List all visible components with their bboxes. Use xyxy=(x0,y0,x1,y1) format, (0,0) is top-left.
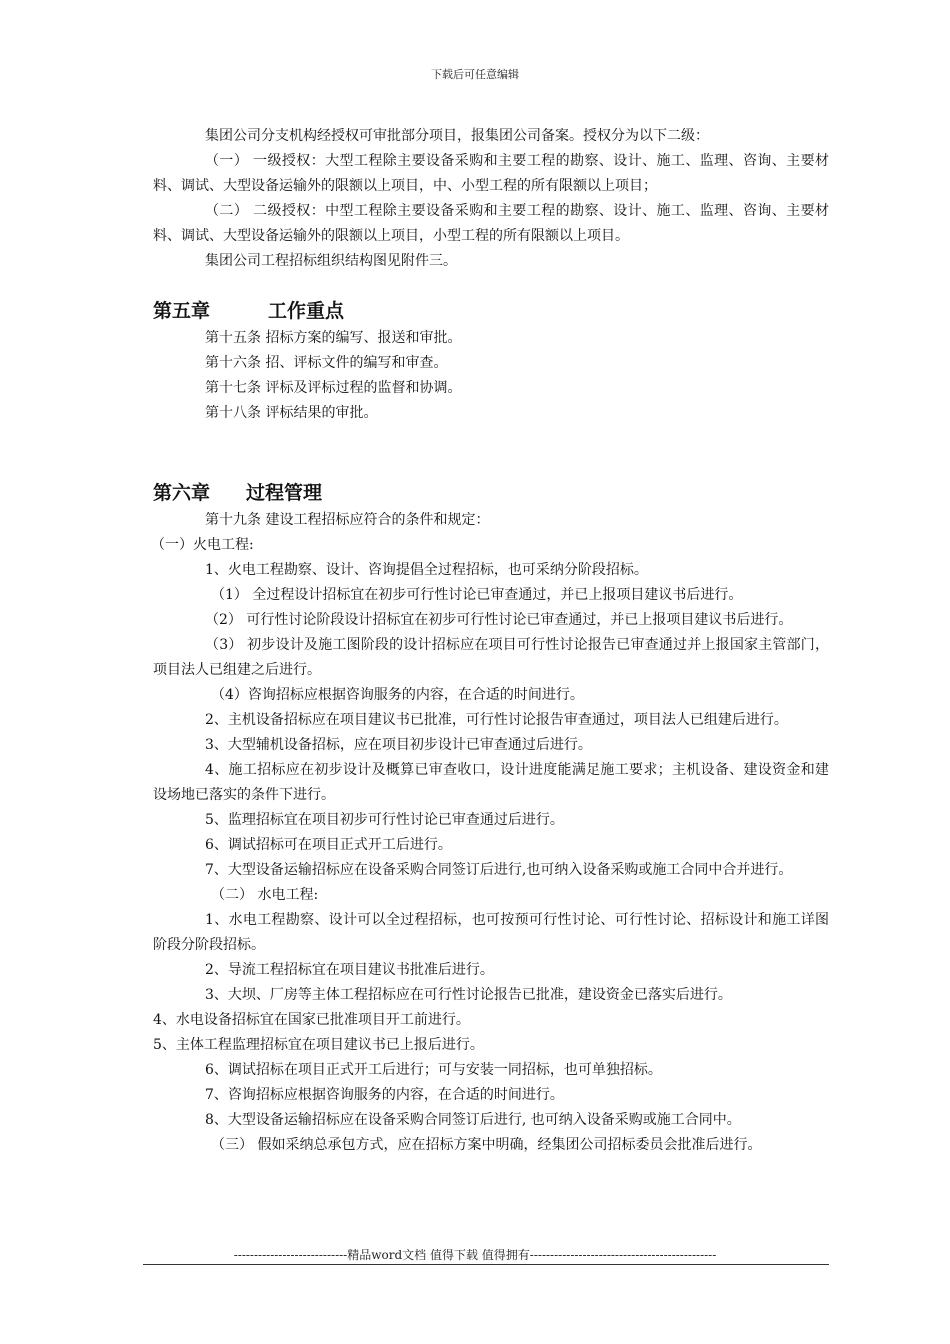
s2-item-5: 5、主体工程监理招标宜在项目建议书已上报后进行。 xyxy=(153,1037,484,1053)
s1-item-2: 2、主机设备招标应在项目建议书已批准，可行性讨论报告审查通过，项目法人已组建后进行。 xyxy=(205,712,788,728)
s1-item-5: 5、监理招标宜在项目初步可行性讨论已审查通过后进行。 xyxy=(205,812,564,828)
s2-item-8: 8、大型设备运输招标应在设备采购合同签订后进行, 也可纳入设备采购或施工合同中。 xyxy=(205,1112,741,1128)
chapter-6-heading xyxy=(153,478,829,508)
article-15: 第十五条 招标方案的编写、报送和审批。 xyxy=(205,330,462,346)
s1-sub-2: （2） 可行性讨论阶段设计招标宜在初步可行性讨论已审查通过，并已上报项目建议书后进行。 xyxy=(205,612,793,628)
s1-item-6: 6、调试招标可在项目正式开工后进行。 xyxy=(205,837,452,853)
footer-rule xyxy=(143,1264,829,1265)
chapter-5-number: 第五章 xyxy=(153,300,211,322)
s2-item-2: 2、导流工程招标宜在项目建议书批准后进行。 xyxy=(205,962,494,978)
s1-sub-1: （1） 全过程设计招标宜在初步可行性讨论已审查通过，并已上报项目建议书后进行。 xyxy=(211,587,743,603)
s1-item-7: 7、大型设备运输招标应在设备采购合同签订后进行,也可纳入设备采购或施工合同中合并进行。 xyxy=(205,862,793,878)
s1-item-4: 4、施工招标应在初步设计及概算已审查收口，设计进度能满足施工要求；主机设备、建设资金和建设场地已落实的条件下进行。 xyxy=(153,762,829,803)
article-17: 第十七条 评标及评标过程的监督和协调。 xyxy=(205,380,462,396)
s1-sub-3: （3） 初步设计及施工图阶段的设计招标应在项目可行性讨论报告已审查通过并上报国家主管部门，项目法人已组建之后进行。 xyxy=(153,637,829,678)
chapter-5-heading xyxy=(153,296,829,326)
s2-item-6: 6、调试招标在项目正式开工后进行；可与安装一同招标，也可单独招标。 xyxy=(205,1062,662,1078)
article-19: 第十九条 建设工程招标应符合的条件和规定： xyxy=(205,512,490,528)
authorization-level-2: （二） 二级授权：中型工程除主要设备采购和主要工程的勘察、设计、施工、监理、咨询、主要材料、调试、大型设备运输外的限额以上项目，小型工程的所有限额以上项目。 xyxy=(153,203,829,244)
s2-item-1: 1、水电工程勘察、设计可以全过程招标，也可按预可行性讨论、可行性讨论、招标设计和施工详图阶段分阶段招标。 xyxy=(153,912,829,953)
chapter-6-number: 第六章 xyxy=(153,482,211,504)
section-3: （三） 假如采纳总承包方式，应在招标方案中明确，经集团公司招标委员会批准后进行。 xyxy=(211,1137,762,1153)
section-2-title: （二） 水电工程: xyxy=(211,887,319,903)
chapter-6-title: 过程管理 xyxy=(246,482,323,504)
s2-item-7: 7、咨询招标应根据咨询服务的内容，在合适的时间进行。 xyxy=(205,1087,564,1103)
authorization-level-1: （一） 一级授权：大型工程除主要设备采购和主要工程的勘察、设计、施工、监理、咨询、主要材料、调试、大型设备运输外的限额以上项目，中、小型工程的所有限额以上项目； xyxy=(153,153,829,194)
page-header: 下载后可任意编辑 xyxy=(431,68,519,81)
s2-item-4: 4、水电设备招标宜在国家已批准项目开工前进行。 xyxy=(153,1012,470,1028)
s1-item-1: 1、火电工程勘察、设计、咨询提倡全过程招标，也可采纳分阶段招标。 xyxy=(205,562,648,578)
intro-paragraph: 集团公司分支机构经授权可审批部分项目，报集团公司备案。授权分为以下二级： xyxy=(205,128,709,144)
page-footer: ----------------------------精品word文档 值得下载 值得拥有---------------------------------------------- xyxy=(233,1248,717,1262)
org-chart-reference: 集团公司工程招标组织结构图见附件三。 xyxy=(205,253,457,269)
section-1-title: （一）火电工程: xyxy=(151,537,254,553)
s1-item-3: 3、大型辅机设备招标，应在项目初步设计已审查通过后进行。 xyxy=(205,737,592,753)
s2-item-3: 3、大坝、厂房等主体工程招标应在可行性讨论报告已批准，建设资金已落实后进行。 xyxy=(205,987,732,1003)
document-body xyxy=(153,124,829,1158)
article-16: 第十六条 招、评标文件的编写和审查。 xyxy=(205,355,448,371)
article-18: 第十八条 评标结果的审批。 xyxy=(205,405,378,421)
chapter-5-title: 工作重点 xyxy=(268,300,345,322)
s1-sub-4: （4）咨询招标应根据咨询服务的内容，在合适的时间进行。 xyxy=(211,687,584,703)
